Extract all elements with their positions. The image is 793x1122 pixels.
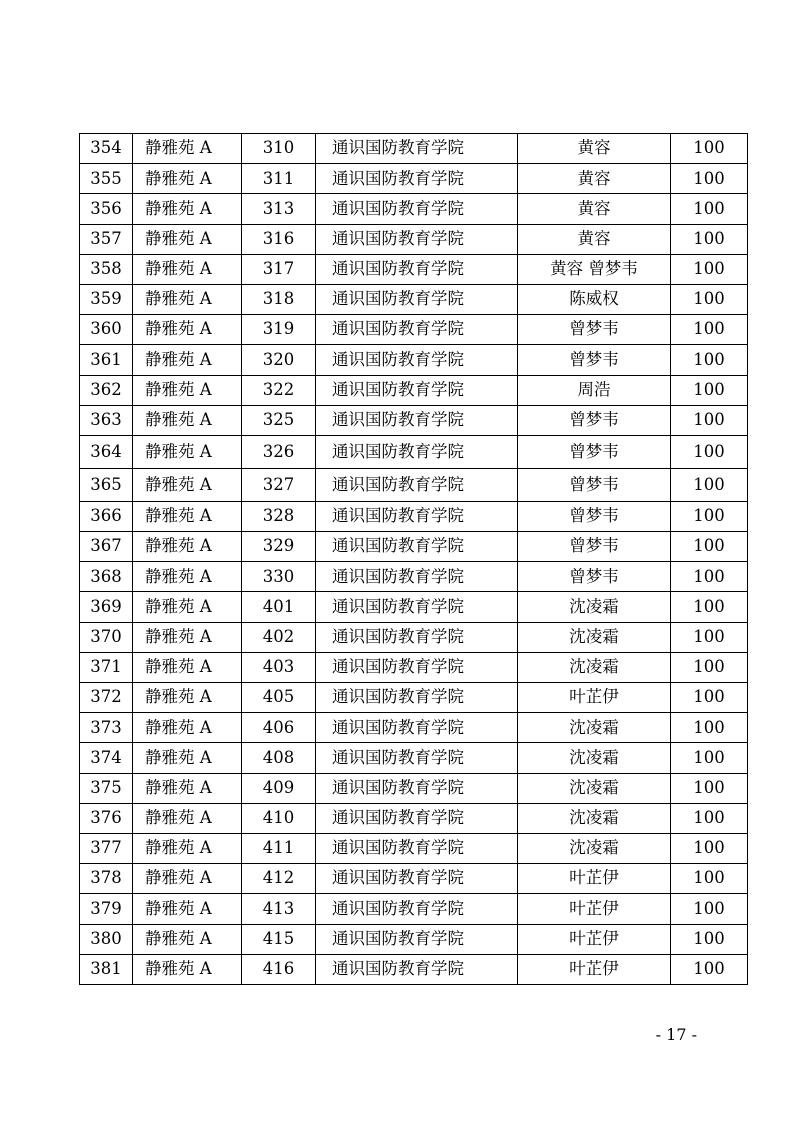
table-row bbox=[80, 924, 748, 954]
score-cell: 100 bbox=[671, 254, 748, 284]
table-row bbox=[80, 254, 748, 284]
room-number-cell: 311 bbox=[242, 164, 316, 194]
score-cell: 100 bbox=[671, 713, 748, 743]
score-cell: 100 bbox=[671, 803, 748, 833]
table-row bbox=[80, 501, 748, 531]
building-cell: 静雅苑 A bbox=[133, 954, 242, 984]
college-cell: 通识国防教育学院 bbox=[316, 315, 518, 345]
teacher-cell: 叶芷伊 bbox=[518, 924, 671, 954]
row-number-cell: 361 bbox=[80, 345, 133, 375]
college-cell: 通识国防教育学院 bbox=[316, 134, 518, 164]
score-cell: 100 bbox=[671, 894, 748, 924]
score-cell: 100 bbox=[671, 405, 748, 435]
college-cell: 通识国防教育学院 bbox=[316, 562, 518, 592]
row-number-cell: 377 bbox=[80, 833, 133, 863]
teacher-cell: 周浩 bbox=[518, 375, 671, 405]
building-cell: 静雅苑 A bbox=[133, 833, 242, 863]
row-number-cell: 364 bbox=[80, 435, 133, 468]
row-number-cell: 368 bbox=[80, 562, 133, 592]
room-number-cell: 313 bbox=[242, 194, 316, 224]
room-number-cell: 415 bbox=[242, 924, 316, 954]
room-number-cell: 403 bbox=[242, 652, 316, 682]
table-row bbox=[80, 532, 748, 562]
room-number-cell: 318 bbox=[242, 284, 316, 314]
score-cell: 100 bbox=[671, 284, 748, 314]
college-cell: 通识国防教育学院 bbox=[316, 532, 518, 562]
building-cell: 静雅苑 A bbox=[133, 375, 242, 405]
college-cell: 通识国防教育学院 bbox=[316, 284, 518, 314]
room-number-cell: 416 bbox=[242, 954, 316, 984]
room-number-cell: 310 bbox=[242, 134, 316, 164]
building-cell: 静雅苑 A bbox=[133, 501, 242, 531]
table-row bbox=[80, 468, 748, 501]
row-number-cell: 379 bbox=[80, 894, 133, 924]
college-cell: 通识国防教育学院 bbox=[316, 683, 518, 713]
table-row bbox=[80, 194, 748, 224]
score-cell: 100 bbox=[671, 164, 748, 194]
score-cell: 100 bbox=[671, 194, 748, 224]
building-cell: 静雅苑 A bbox=[133, 592, 242, 622]
room-number-cell: 401 bbox=[242, 592, 316, 622]
building-cell: 静雅苑 A bbox=[133, 803, 242, 833]
building-cell: 静雅苑 A bbox=[133, 713, 242, 743]
table-row bbox=[80, 713, 748, 743]
college-cell: 通识国防教育学院 bbox=[316, 224, 518, 254]
table-row bbox=[80, 743, 748, 773]
score-cell: 100 bbox=[671, 683, 748, 713]
college-cell: 通识国防教育学院 bbox=[316, 713, 518, 743]
room-number-cell: 410 bbox=[242, 803, 316, 833]
page-number: - 17 - bbox=[655, 1025, 697, 1044]
room-number-cell: 320 bbox=[242, 345, 316, 375]
building-cell: 静雅苑 A bbox=[133, 254, 242, 284]
building-cell: 静雅苑 A bbox=[133, 622, 242, 652]
teacher-cell: 沈凌霜 bbox=[518, 622, 671, 652]
row-number-cell: 367 bbox=[80, 532, 133, 562]
building-cell: 静雅苑 A bbox=[133, 315, 242, 345]
building-cell: 静雅苑 A bbox=[133, 224, 242, 254]
score-cell: 100 bbox=[671, 864, 748, 894]
score-cell: 100 bbox=[671, 345, 748, 375]
college-cell: 通识国防教育学院 bbox=[316, 743, 518, 773]
room-number-cell: 316 bbox=[242, 224, 316, 254]
college-cell: 通识国防教育学院 bbox=[316, 652, 518, 682]
teacher-cell: 曾梦韦 bbox=[518, 345, 671, 375]
college-cell: 通识国防教育学院 bbox=[316, 405, 518, 435]
college-cell: 通识国防教育学院 bbox=[316, 924, 518, 954]
college-cell: 通识国防教育学院 bbox=[316, 592, 518, 622]
table-row bbox=[80, 405, 748, 435]
teacher-cell: 曾梦韦 bbox=[518, 468, 671, 501]
room-number-cell: 325 bbox=[242, 405, 316, 435]
college-cell: 通识国防教育学院 bbox=[316, 435, 518, 468]
room-number-cell: 329 bbox=[242, 532, 316, 562]
score-cell: 100 bbox=[671, 501, 748, 531]
row-number-cell: 355 bbox=[80, 164, 133, 194]
building-cell: 静雅苑 A bbox=[133, 284, 242, 314]
table-row bbox=[80, 652, 748, 682]
teacher-cell: 曾梦韦 bbox=[518, 501, 671, 531]
score-cell: 100 bbox=[671, 833, 748, 863]
room-number-cell: 317 bbox=[242, 254, 316, 284]
room-number-cell: 319 bbox=[242, 315, 316, 345]
room-number-cell: 411 bbox=[242, 833, 316, 863]
teacher-cell: 沈凌霜 bbox=[518, 713, 671, 743]
building-cell: 静雅苑 A bbox=[133, 468, 242, 501]
building-cell: 静雅苑 A bbox=[133, 345, 242, 375]
table-row bbox=[80, 134, 748, 164]
room-number-cell: 330 bbox=[242, 562, 316, 592]
room-number-cell: 327 bbox=[242, 468, 316, 501]
table-row bbox=[80, 864, 748, 894]
teacher-cell: 曾梦韦 bbox=[518, 435, 671, 468]
college-cell: 通识国防教育学院 bbox=[316, 833, 518, 863]
teacher-cell: 曾梦韦 bbox=[518, 532, 671, 562]
score-cell: 100 bbox=[671, 622, 748, 652]
building-cell: 静雅苑 A bbox=[133, 773, 242, 803]
row-number-cell: 358 bbox=[80, 254, 133, 284]
teacher-cell: 叶芷伊 bbox=[518, 683, 671, 713]
row-number-cell: 366 bbox=[80, 501, 133, 531]
row-number-cell: 375 bbox=[80, 773, 133, 803]
building-cell: 静雅苑 A bbox=[133, 164, 242, 194]
score-cell: 100 bbox=[671, 773, 748, 803]
score-cell: 100 bbox=[671, 562, 748, 592]
teacher-cell: 沈凌霜 bbox=[518, 592, 671, 622]
teacher-cell: 沈凌霜 bbox=[518, 803, 671, 833]
college-cell: 通识国防教育学院 bbox=[316, 501, 518, 531]
row-number-cell: 372 bbox=[80, 683, 133, 713]
teacher-cell: 黄容 曾梦韦 bbox=[518, 254, 671, 284]
room-number-cell: 405 bbox=[242, 683, 316, 713]
room-number-cell: 328 bbox=[242, 501, 316, 531]
college-cell: 通识国防教育学院 bbox=[316, 803, 518, 833]
row-number-cell: 356 bbox=[80, 194, 133, 224]
table-row bbox=[80, 592, 748, 622]
row-number-cell: 354 bbox=[80, 134, 133, 164]
score-cell: 100 bbox=[671, 652, 748, 682]
score-cell: 100 bbox=[671, 134, 748, 164]
score-cell: 100 bbox=[671, 532, 748, 562]
college-cell: 通识国防教育学院 bbox=[316, 375, 518, 405]
room-number-cell: 326 bbox=[242, 435, 316, 468]
row-number-cell: 362 bbox=[80, 375, 133, 405]
building-cell: 静雅苑 A bbox=[133, 435, 242, 468]
teacher-cell: 沈凌霜 bbox=[518, 652, 671, 682]
row-number-cell: 363 bbox=[80, 405, 133, 435]
score-cell: 100 bbox=[671, 435, 748, 468]
room-number-cell: 408 bbox=[242, 743, 316, 773]
building-cell: 静雅苑 A bbox=[133, 743, 242, 773]
table-row bbox=[80, 683, 748, 713]
row-number-cell: 378 bbox=[80, 864, 133, 894]
table-row bbox=[80, 833, 748, 863]
college-cell: 通识国防教育学院 bbox=[316, 894, 518, 924]
row-number-cell: 373 bbox=[80, 713, 133, 743]
college-cell: 通识国防教育学院 bbox=[316, 954, 518, 984]
teacher-cell: 沈凌霜 bbox=[518, 833, 671, 863]
teacher-cell: 黄容 bbox=[518, 194, 671, 224]
building-cell: 静雅苑 A bbox=[133, 194, 242, 224]
teacher-cell: 黄容 bbox=[518, 134, 671, 164]
table-row bbox=[80, 562, 748, 592]
table-row bbox=[80, 773, 748, 803]
teacher-cell: 黄容 bbox=[518, 164, 671, 194]
teacher-cell: 沈凌霜 bbox=[518, 743, 671, 773]
teacher-cell: 曾梦韦 bbox=[518, 562, 671, 592]
score-cell: 100 bbox=[671, 954, 748, 984]
score-cell: 100 bbox=[671, 468, 748, 501]
score-cell: 100 bbox=[671, 924, 748, 954]
table-row bbox=[80, 164, 748, 194]
row-number-cell: 369 bbox=[80, 592, 133, 622]
college-cell: 通识国防教育学院 bbox=[316, 864, 518, 894]
teacher-cell: 黄容 bbox=[518, 224, 671, 254]
score-cell: 100 bbox=[671, 592, 748, 622]
teacher-cell: 叶芷伊 bbox=[518, 894, 671, 924]
table-row bbox=[80, 622, 748, 652]
teacher-cell: 曾梦韦 bbox=[518, 315, 671, 345]
teacher-cell: 叶芷伊 bbox=[518, 954, 671, 984]
table-row bbox=[80, 435, 748, 468]
building-cell: 静雅苑 A bbox=[133, 134, 242, 164]
college-cell: 通识国防教育学院 bbox=[316, 345, 518, 375]
college-cell: 通识国防教育学院 bbox=[316, 194, 518, 224]
score-cell: 100 bbox=[671, 375, 748, 405]
room-number-cell: 409 bbox=[242, 773, 316, 803]
building-cell: 静雅苑 A bbox=[133, 405, 242, 435]
teacher-cell: 曾梦韦 bbox=[518, 405, 671, 435]
row-number-cell: 374 bbox=[80, 743, 133, 773]
table-row bbox=[80, 375, 748, 405]
building-cell: 静雅苑 A bbox=[133, 924, 242, 954]
college-cell: 通识国防教育学院 bbox=[316, 164, 518, 194]
row-number-cell: 359 bbox=[80, 284, 133, 314]
college-cell: 通识国防教育学院 bbox=[316, 254, 518, 284]
table-row bbox=[80, 284, 748, 314]
room-number-cell: 322 bbox=[242, 375, 316, 405]
table-row bbox=[80, 803, 748, 833]
table-row bbox=[80, 894, 748, 924]
college-cell: 通识国防教育学院 bbox=[316, 622, 518, 652]
building-cell: 静雅苑 A bbox=[133, 894, 242, 924]
row-number-cell: 370 bbox=[80, 622, 133, 652]
college-cell: 通识国防教育学院 bbox=[316, 468, 518, 501]
room-number-cell: 406 bbox=[242, 713, 316, 743]
college-cell: 通识国防教育学院 bbox=[316, 773, 518, 803]
building-cell: 静雅苑 A bbox=[133, 562, 242, 592]
building-cell: 静雅苑 A bbox=[133, 683, 242, 713]
row-number-cell: 357 bbox=[80, 224, 133, 254]
table-row bbox=[80, 315, 748, 345]
score-cell: 100 bbox=[671, 743, 748, 773]
row-number-cell: 365 bbox=[80, 468, 133, 501]
table-row bbox=[80, 345, 748, 375]
table-row bbox=[80, 954, 748, 984]
row-number-cell: 360 bbox=[80, 315, 133, 345]
row-number-cell: 371 bbox=[80, 652, 133, 682]
room-number-cell: 402 bbox=[242, 622, 316, 652]
teacher-cell: 陈威权 bbox=[518, 284, 671, 314]
building-cell: 静雅苑 A bbox=[133, 652, 242, 682]
building-cell: 静雅苑 A bbox=[133, 532, 242, 562]
room-number-cell: 413 bbox=[242, 894, 316, 924]
room-number-cell: 412 bbox=[242, 864, 316, 894]
building-cell: 静雅苑 A bbox=[133, 864, 242, 894]
table-row bbox=[80, 224, 748, 254]
table-body bbox=[80, 134, 748, 985]
row-number-cell: 381 bbox=[80, 954, 133, 984]
score-cell: 100 bbox=[671, 315, 748, 345]
row-number-cell: 376 bbox=[80, 803, 133, 833]
score-cell: 100 bbox=[671, 224, 748, 254]
teacher-cell: 沈凌霜 bbox=[518, 773, 671, 803]
teacher-cell: 叶芷伊 bbox=[518, 864, 671, 894]
row-number-cell: 380 bbox=[80, 924, 133, 954]
dormitory-score-table bbox=[79, 133, 748, 985]
